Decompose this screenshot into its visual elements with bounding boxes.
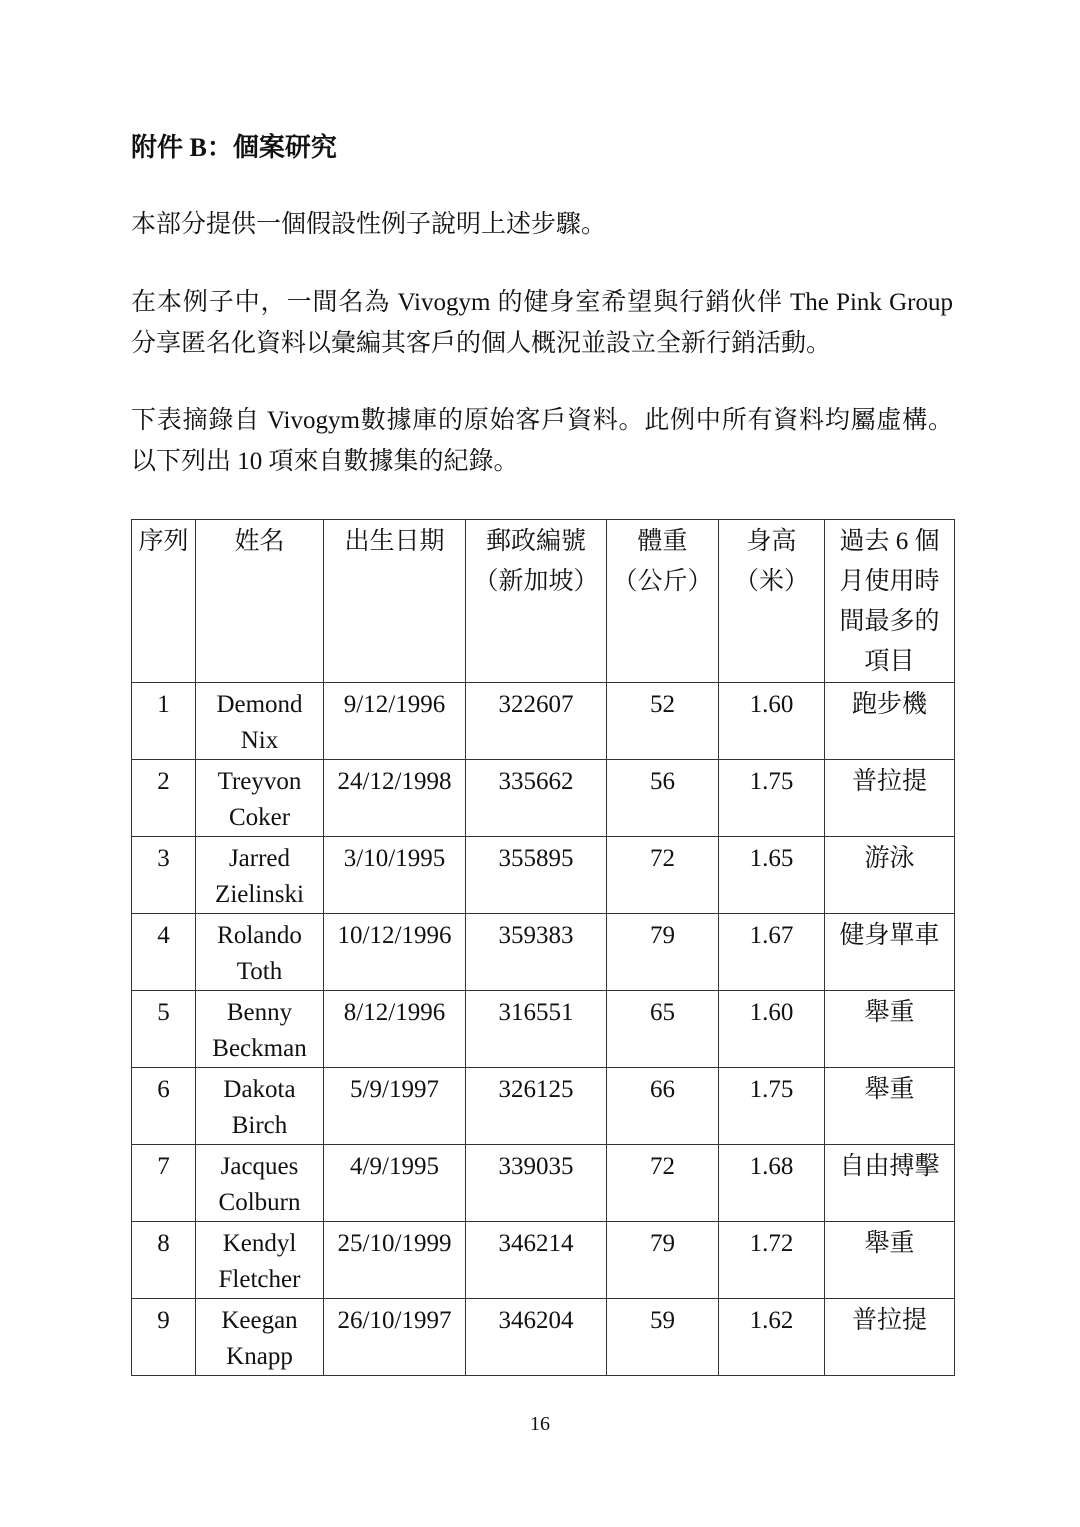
table-row xyxy=(132,1068,955,1145)
customer-data-table xyxy=(131,519,955,1376)
cell-weight: 79 xyxy=(607,1222,719,1299)
cell-birth-date: 4/9/1995 xyxy=(324,1145,466,1222)
cell-serial: 8 xyxy=(132,1222,196,1299)
table-intro-paragraph: 下表摘錄自 Vivogym數據庫的原始客戶資料。此例中所有資料均屬虛構。以下列出 10 項來自數據集的紀錄。 xyxy=(131,407,953,475)
cell-postal-code: 326125 xyxy=(466,1068,607,1145)
header-serial: 序列 xyxy=(132,520,196,683)
cell-most-used-item: 舉重 xyxy=(825,1068,955,1145)
table-row xyxy=(132,760,955,837)
cell-name: Keegan Knapp xyxy=(196,1299,324,1376)
header-postal-code: 郵政編號 （新加坡） xyxy=(466,520,607,683)
cell-serial: 2 xyxy=(132,760,196,837)
cell-weight: 65 xyxy=(607,991,719,1068)
cell-weight: 79 xyxy=(607,914,719,991)
cell-most-used-item: 自由搏擊 xyxy=(825,1145,955,1222)
cell-birth-date: 24/12/1998 xyxy=(324,760,466,837)
table-row xyxy=(132,914,955,991)
section-heading: 附件 B：個案研究 xyxy=(131,133,337,162)
cell-height: 1.65 xyxy=(719,837,825,914)
cell-birth-date: 26/10/1997 xyxy=(324,1299,466,1376)
cell-birth-date: 25/10/1999 xyxy=(324,1222,466,1299)
cell-postal-code: 322607 xyxy=(466,683,607,760)
cell-height: 1.75 xyxy=(719,1068,825,1145)
header-name: 姓名 xyxy=(196,520,324,683)
table-row xyxy=(132,991,955,1068)
cell-postal-code: 346214 xyxy=(466,1222,607,1299)
cell-birth-date: 5/9/1997 xyxy=(324,1068,466,1145)
cell-weight: 59 xyxy=(607,1299,719,1376)
cell-most-used-item: 普拉提 xyxy=(825,1299,955,1376)
cell-serial: 5 xyxy=(132,991,196,1068)
cell-name: Benny Beckman xyxy=(196,991,324,1068)
cell-most-used-item: 健身單車 xyxy=(825,914,955,991)
cell-postal-code: 339035 xyxy=(466,1145,607,1222)
cell-height: 1.62 xyxy=(719,1299,825,1376)
page-number: 16 xyxy=(530,1413,550,1435)
table-header-row xyxy=(132,520,955,683)
cell-serial: 4 xyxy=(132,914,196,991)
cell-most-used-item: 游泳 xyxy=(825,837,955,914)
intro-paragraph: 本部分提供一個假設性例子說明上述步驟。 xyxy=(131,211,607,238)
cell-serial: 3 xyxy=(132,837,196,914)
cell-name: Treyvon Coker xyxy=(196,760,324,837)
cell-name: Jacques Colburn xyxy=(196,1145,324,1222)
cell-birth-date: 3/10/1995 xyxy=(324,837,466,914)
table-row xyxy=(132,837,955,914)
table-row xyxy=(132,1222,955,1299)
cell-most-used-item: 舉重 xyxy=(825,1222,955,1299)
cell-height: 1.60 xyxy=(719,991,825,1068)
table-row xyxy=(132,683,955,760)
cell-weight: 66 xyxy=(607,1068,719,1145)
cell-name: Dakota Birch xyxy=(196,1068,324,1145)
header-weight: 體重 （公斤） xyxy=(607,520,719,683)
cell-birth-date: 9/12/1996 xyxy=(324,683,466,760)
cell-postal-code: 355895 xyxy=(466,837,607,914)
cell-postal-code: 335662 xyxy=(466,760,607,837)
cell-most-used-item: 跑步機 xyxy=(825,683,955,760)
cell-serial: 7 xyxy=(132,1145,196,1222)
cell-name: Rolando Toth xyxy=(196,914,324,991)
cell-weight: 52 xyxy=(607,683,719,760)
cell-serial: 9 xyxy=(132,1299,196,1376)
cell-name: Kendyl Fletcher xyxy=(196,1222,324,1299)
table-row xyxy=(132,1299,955,1376)
cell-height: 1.72 xyxy=(719,1222,825,1299)
cell-height: 1.75 xyxy=(719,760,825,837)
cell-postal-code: 316551 xyxy=(466,991,607,1068)
header-birth-date: 出生日期 xyxy=(324,520,466,683)
cell-birth-date: 8/12/1996 xyxy=(324,991,466,1068)
example-paragraph: 在本例子中，一間名為 Vivogym 的健身室希望與行銷伙伴 The Pink Group 分享匿名化資料以彙編其客戶的個人概況並設立全新行銷活動。 xyxy=(131,289,953,357)
cell-serial: 6 xyxy=(132,1068,196,1145)
cell-weight: 72 xyxy=(607,837,719,914)
cell-weight: 72 xyxy=(607,1145,719,1222)
cell-serial: 1 xyxy=(132,683,196,760)
header-most-used-item: 過去 6 個 月使用時 間最多的 項目 xyxy=(825,520,955,683)
cell-most-used-item: 舉重 xyxy=(825,991,955,1068)
cell-postal-code: 346204 xyxy=(466,1299,607,1376)
table-row xyxy=(132,1145,955,1222)
cell-height: 1.67 xyxy=(719,914,825,991)
header-height: 身高 （米） xyxy=(719,520,825,683)
cell-name: Jarred Zielinski xyxy=(196,837,324,914)
cell-height: 1.60 xyxy=(719,683,825,760)
cell-most-used-item: 普拉提 xyxy=(825,760,955,837)
cell-name: Demond Nix xyxy=(196,683,324,760)
cell-weight: 56 xyxy=(607,760,719,837)
cell-postal-code: 359383 xyxy=(466,914,607,991)
cell-height: 1.68 xyxy=(719,1145,825,1222)
cell-birth-date: 10/12/1996 xyxy=(324,914,466,991)
